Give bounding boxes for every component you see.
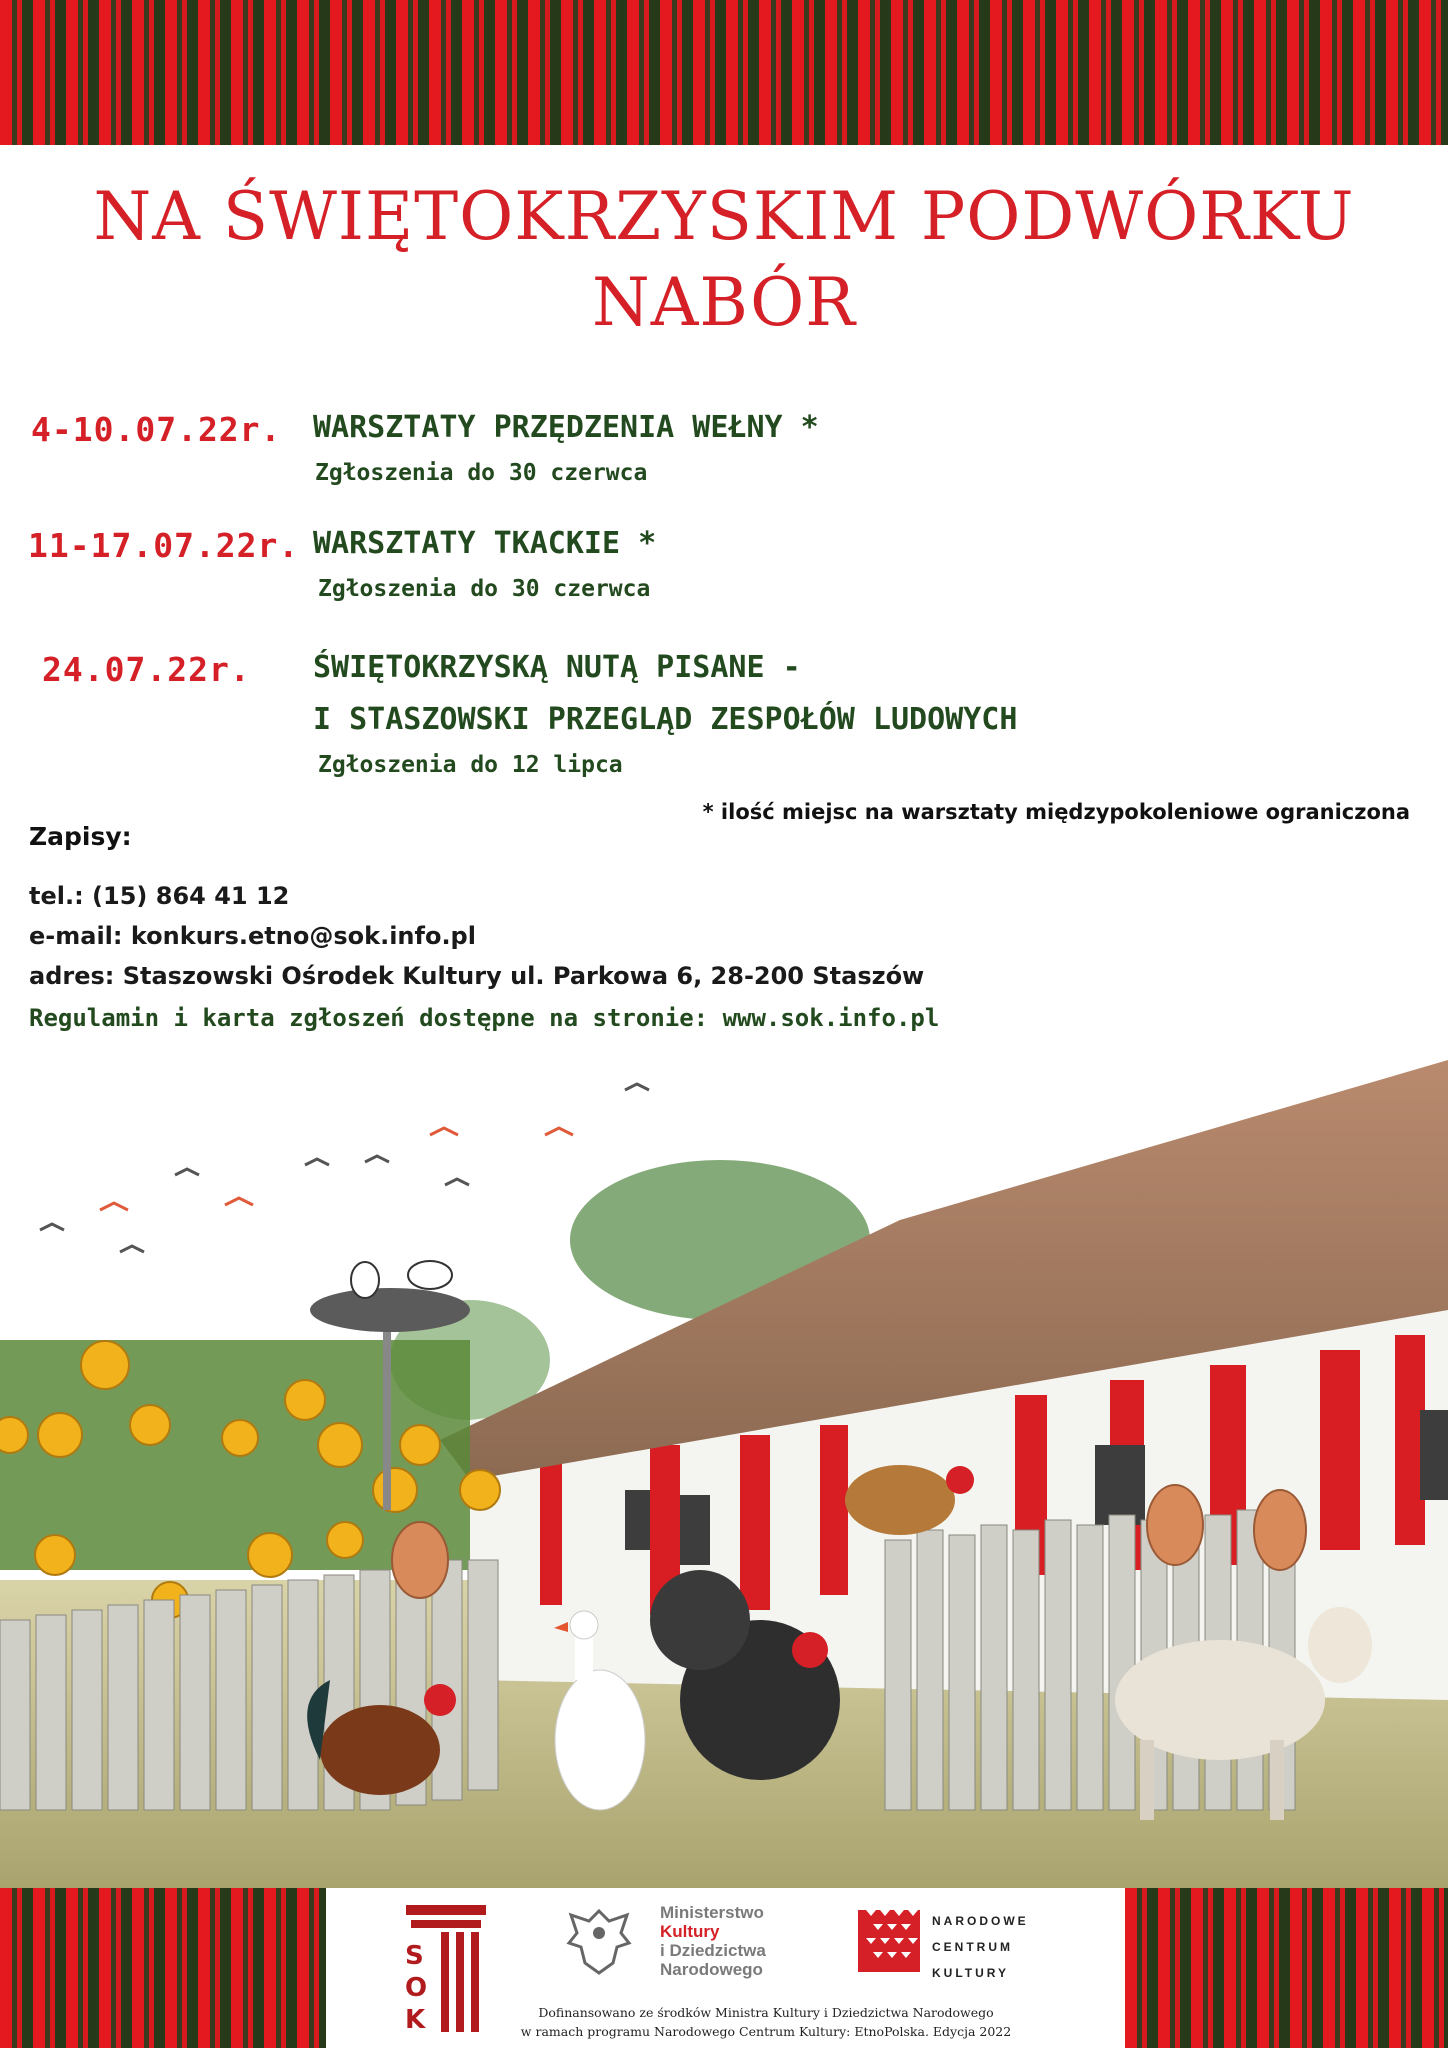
- sok-letter-s: S: [405, 1941, 424, 1971]
- poster-title: NA ŚWIĘTOKRZYSKIM PODWÓRKU: [93, 178, 1355, 255]
- event-date-2: 11-17.07.22r.: [28, 526, 300, 565]
- contact-phone: tel.: (15) 864 41 12: [29, 882, 290, 910]
- event-deadline-2: Zgłoszenia do 30 czerwca: [318, 576, 651, 602]
- ministry-name: Ministerstwo Kultury i Dziedzictwa Narodowego: [660, 1903, 766, 1979]
- limited-places-note: * ilość miejsc na warsztaty międzypokoleniowe ograniczona: [702, 800, 1410, 824]
- event-title-2: WARSZTATY TKACKIE *: [313, 526, 657, 561]
- nck-logo-icon: [858, 1910, 920, 1972]
- contact-email: e-mail: konkurs.etno@sok.info.pl: [29, 922, 476, 950]
- event-title-3-line1: ŚWIĘTOKRZYSKĄ NUTĄ PISANE -: [313, 650, 801, 685]
- sok-letter-k: K: [405, 2005, 426, 2035]
- flying-birds: [40, 1084, 649, 1252]
- contact-address: adres: Staszowski Ośrodek Kultury ul. Parkowa 6, 28-200 Staszów: [29, 962, 925, 990]
- farmyard-illustration: [0, 1060, 1448, 1888]
- event-title-3-line2: I STASZOWSKI PRZEGLĄD ZESPOŁÓW LUDOWYCH: [313, 702, 1018, 737]
- event-deadline-1: Zgłoszenia do 30 czerwca: [315, 460, 648, 486]
- sok-letter-o: O: [405, 1973, 428, 2003]
- event-date-1: 4-10.07.22r.: [31, 410, 282, 449]
- bottom-left-stripe-band: [0, 1888, 326, 2048]
- bottom-right-stripe-band: [1125, 1888, 1448, 2048]
- regulations-link-text: Regulamin i karta zgłoszeń dostępne na stronie: www.sok.info.pl: [29, 1004, 940, 1032]
- event-deadline-3: Zgłoszenia do 12 lipca: [318, 752, 623, 778]
- contact-heading: Zapisy:: [29, 822, 132, 851]
- poster-subtitle: NABÓR: [592, 264, 856, 341]
- event-date-3: 24.07.22r.: [42, 650, 251, 689]
- event-title-1: WARSZTATY PRZĘDZENIA WEŁNY *: [313, 410, 819, 445]
- funding-line-1: Dofinansowano ze środków Ministra Kultury i Dziedzictwa Narodowego: [538, 2005, 994, 2020]
- nest-pole: [383, 1310, 391, 1510]
- flying-birds-red: [100, 1128, 573, 1210]
- polish-eagle-icon: [564, 1903, 634, 1983]
- funding-line-2: w ramach programu Narodowego Centrum Kultury: EtnoPolska. Edycja 2022: [520, 2024, 1012, 2039]
- nck-name: NARODOWE CENTRUM KULTURY: [932, 1914, 1029, 1980]
- stork-nest: [310, 1288, 470, 1332]
- top-stripe-band: [0, 0, 1448, 145]
- sponsor-footer: [326, 1888, 1125, 2048]
